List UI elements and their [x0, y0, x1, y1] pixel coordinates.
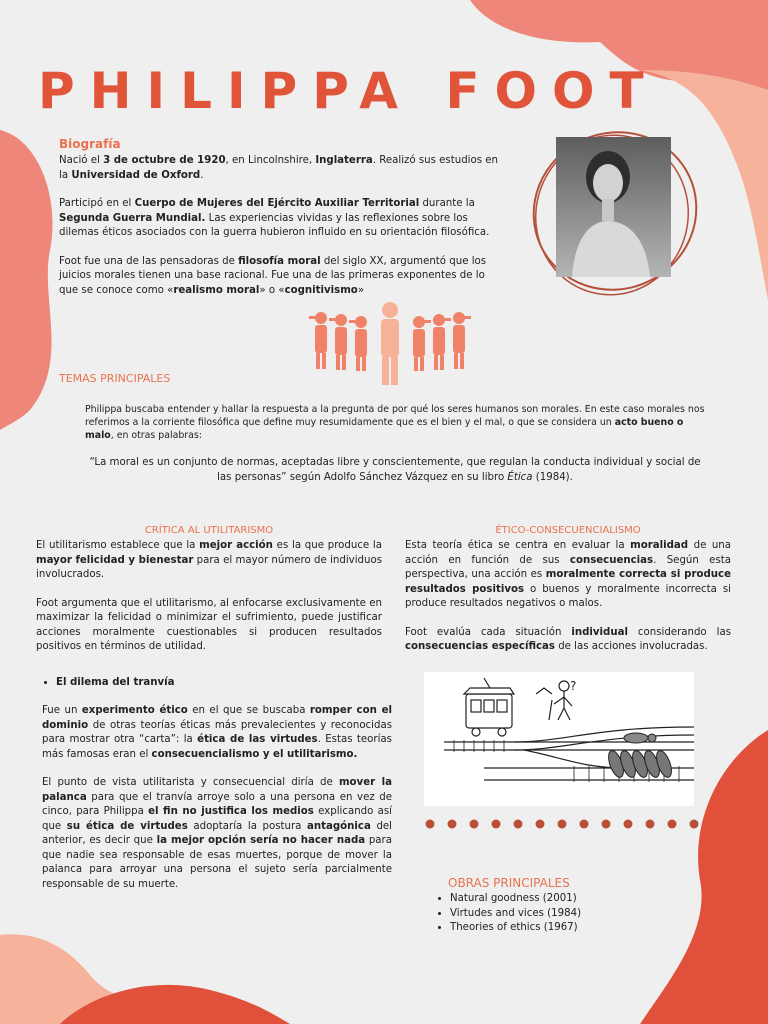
tied-person-single [624, 733, 656, 743]
dilema-p2: El punto de vista utilitarista y consecuencial diría de mover la palanca para que el tranvía arroye solo a una persona en vez de cinco, para Philippa el fin no justifica los medios explicando así que su ética de virtudes adoptaría la postura antagónica del anterior, es decir que la mejor opción sería no hacer nada para que nadie sea responsable de esas muertes, porque de mover la palanca para arroyar una persona el sujeto sería parcialmente responsable de su muerte. [42, 777, 393, 890]
etico-heading: ÉTICO-CONSECUENCIALISMO [495, 525, 641, 536]
soldier-center [381, 302, 399, 385]
decorative-dots [422, 816, 702, 832]
critica-heading: CRÍTICA AL UTILITARISMO [144, 525, 274, 536]
temas-intro: Philippa buscaba entender y hallar la respuesta a la pregunta de por qué los seres humanos son morales. En este caso morales nos referimos a la corriente filosófica que define muy resumidamente que es el bien y el mal, o que se considera un acto bueno o malo, en otras palabras: [85, 404, 705, 442]
left-pink-blob [0, 130, 53, 430]
dilema-text [42, 704, 392, 906]
question-mark: ? [570, 679, 577, 693]
critica-p1: El utilitarismo establece que la mejor acción es la que produce la mayor felicidad y bienestar para el mayor número de individuos involucrados. [36, 540, 383, 580]
obras-list [434, 892, 581, 936]
biografia-p3: Foot fue una de las pensadoras de filosofía moral del siglo XX, argumentó que los juicios morales tienen una base racional. Fue una de las primeras exponentes de lo que se conoce como «realismo moral» o «cognitivismo» [59, 255, 487, 296]
dilema-bullet: • El dilema del tranvía [56, 676, 175, 691]
etico-p1: Esta teoría ética se centra en evaluar la moralidad de una acción en función de sus consecuencias. Según esta perspectiva, una acción es moralmente correcta si produce resultados positivos o buenos y moralmente incorrecta si produce resultados negativos o malos. [405, 540, 731, 609]
obras-heading: OBRAS PRINCIPALES [448, 876, 570, 890]
critica-p2: Foot argumenta que el utilitarismo, al enfocarse exclusivamente en maximizar la felicidad o minimizar el sufrimiento, puede justificar acciones moralmente cuestionables si producen resultados positivos en términos de utilidad. [36, 597, 382, 652]
dilema-bullet-list [40, 676, 175, 691]
soldier-7 [453, 312, 471, 369]
obras-item: • Natural goodness (2001) [450, 892, 581, 907]
critica-text [36, 539, 382, 669]
trolley-illustration [424, 672, 694, 806]
soldier-5 [413, 316, 431, 371]
biografia-p2: Participó en el Cuerpo de Mujeres del Ejército Auxiliar Territorial durante la Segunda Guerra Mundial. Las experiencias vividas y las reflexiones sobre los dilemas éticos asociados con la guerra hubieron influido en su orientación filosófica. [59, 198, 490, 238]
temas-heading: TEMAS PRINCIPALES [59, 372, 171, 385]
dilema-p1: Fue un experimento ético en el que se buscaba romper con el dominio de otras teorías éticas más prevalecientes y reconocidas para mostrar otra “carta”: la ética de las virtudes. Estas teorías más famosas eran el consecuencialismo y el utilitarismo. [42, 705, 392, 760]
portrait-photo [520, 125, 710, 305]
biografia-p1: Nació el 3 de octubre de 1920, en Lincolnshire, Inglaterra. Realizó sus estudios en la Universidad de Oxford. [59, 155, 498, 181]
biografia-heading: Biografía [59, 137, 121, 151]
tied-people-five [606, 749, 675, 779]
biografia-text [59, 154, 499, 312]
soldier-3 [349, 316, 367, 371]
obras-item: • Virtudes and vices (1984) [450, 907, 581, 922]
etico-text [405, 539, 731, 669]
soldier-2 [329, 314, 347, 370]
etico-p2: Foot evalúa cada situación individual considerando las consecuencias específicas de las acciones involucradas. [405, 626, 731, 652]
temas-quote: “La moral es un conjunto de normas, aceptadas libre y conscientemente, que regulan la conducta individual y social de las personas” según Adolfo Sánchez Vázquez en su libro Ética (1984). [89, 457, 701, 483]
page-title: PHILIPPA FOOT [38, 62, 659, 120]
obras-item: • Theories of ethics (1967) [450, 921, 581, 936]
soldier-1 [309, 312, 327, 369]
soldier-6 [433, 314, 451, 370]
soldiers-illustration [305, 298, 475, 388]
